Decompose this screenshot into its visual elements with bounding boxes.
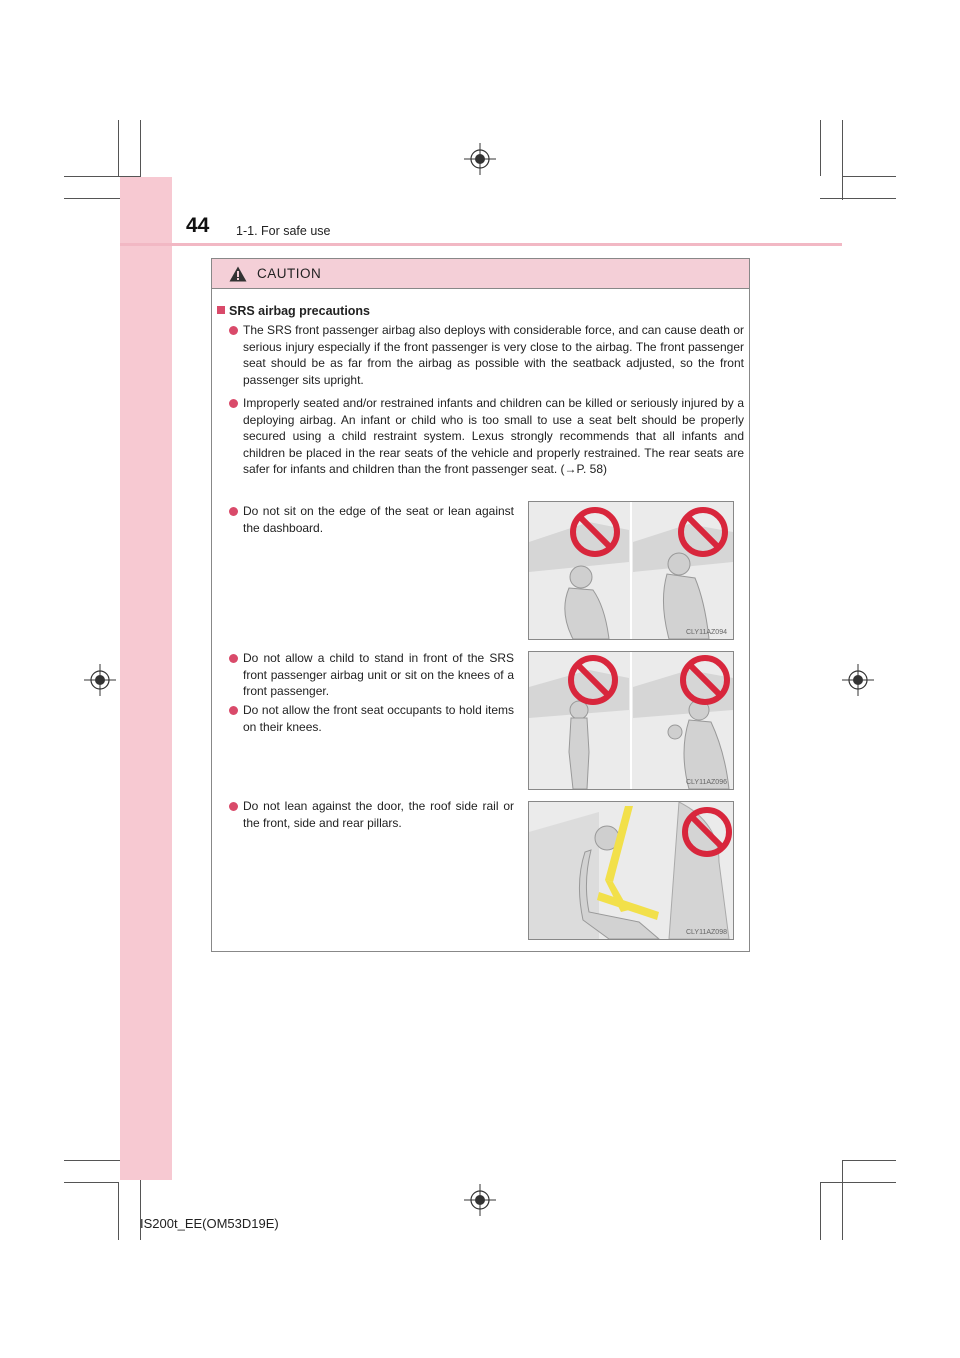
page-number: 44 bbox=[186, 214, 210, 237]
crop-mark bbox=[820, 1182, 896, 1183]
crop-mark bbox=[842, 1160, 843, 1240]
paragraph bbox=[243, 322, 744, 388]
bullet-dot-icon bbox=[229, 654, 238, 663]
square-bullet-icon bbox=[217, 306, 225, 314]
document-code: IS200t_EE(OM53D19E) bbox=[140, 1216, 279, 1231]
item-text: Do not sit on the edge of the seat or lean against the dashboard. bbox=[243, 504, 514, 535]
caution-box bbox=[211, 258, 750, 952]
bullet-dot-icon bbox=[229, 802, 238, 811]
illustration-child-standing bbox=[528, 651, 734, 790]
caution-header bbox=[212, 259, 749, 289]
illustrated-item bbox=[243, 650, 514, 700]
illustration-door-lean bbox=[528, 801, 734, 940]
registration-target-icon bbox=[84, 664, 116, 696]
crop-mark bbox=[842, 1160, 896, 1161]
item-text: Do not lean against the door, the roof side rail or the front, side and rear pillars. bbox=[243, 799, 514, 830]
figure-code: CLY11AZ096 bbox=[686, 779, 727, 786]
illustrated-item bbox=[243, 702, 514, 735]
item-text: Do not allow the front seat occupants to hold items on their knees. bbox=[243, 703, 514, 734]
figure-code: CLY11AZ094 bbox=[686, 629, 727, 636]
crop-mark bbox=[64, 1182, 118, 1183]
registration-target-icon bbox=[464, 1184, 496, 1216]
chapter-tab-strip bbox=[120, 177, 172, 1180]
bullet-dot-icon bbox=[229, 326, 238, 335]
figure-code: CLY11AZ098 bbox=[686, 929, 727, 936]
crop-mark bbox=[118, 120, 119, 176]
bullet-dot-icon bbox=[229, 507, 238, 516]
section-title: 1-1. For safe use bbox=[236, 224, 331, 238]
crop-mark bbox=[820, 198, 896, 199]
illustrated-item bbox=[243, 798, 514, 831]
subheading bbox=[217, 304, 370, 318]
paragraph bbox=[243, 395, 744, 478]
item-text: Do not allow a child to stand in front of the SRS front passenger airbag unit or sit on the knees of a front passenger. bbox=[243, 651, 514, 698]
crop-mark bbox=[820, 120, 821, 176]
crop-mark bbox=[118, 1182, 119, 1240]
crop-mark bbox=[842, 176, 896, 177]
crop-mark bbox=[842, 120, 843, 200]
registration-target-icon bbox=[842, 664, 874, 696]
header-rule bbox=[120, 243, 842, 246]
bullet-dot-icon bbox=[229, 399, 238, 408]
subheading-text: SRS airbag precautions bbox=[229, 304, 371, 318]
bullet-dot-icon bbox=[229, 706, 238, 715]
crop-mark bbox=[820, 1182, 821, 1240]
warning-triangle-icon bbox=[229, 266, 247, 282]
paragraph-text: Improperly seated and/or restrained infants and children can be killed or seriously injured by a deploying airbag. An infant or child who is too small to use a seat belt should be properly secured using a child restraint system. Lexus strongly recommends that all infants and children be placed in the rear seats of the vehicle and properly restrained. The rear seats are safer for infants and children than the front passenger seat. (→P. 58) bbox=[243, 396, 744, 476]
illustrated-item bbox=[243, 503, 514, 536]
caution-label: CAUTION bbox=[257, 266, 322, 281]
illustration-dashboard-lean bbox=[528, 501, 734, 640]
registration-target-icon bbox=[464, 143, 496, 175]
paragraph-text: The SRS front passenger airbag also deploys with considerable force, and can cause death or serious injury especially if the front passenger is very close to the airbag. The front passenger seat should be as far from the airbag as possible with the seatback adjusted, so the front passenger sits upright. bbox=[243, 323, 744, 387]
